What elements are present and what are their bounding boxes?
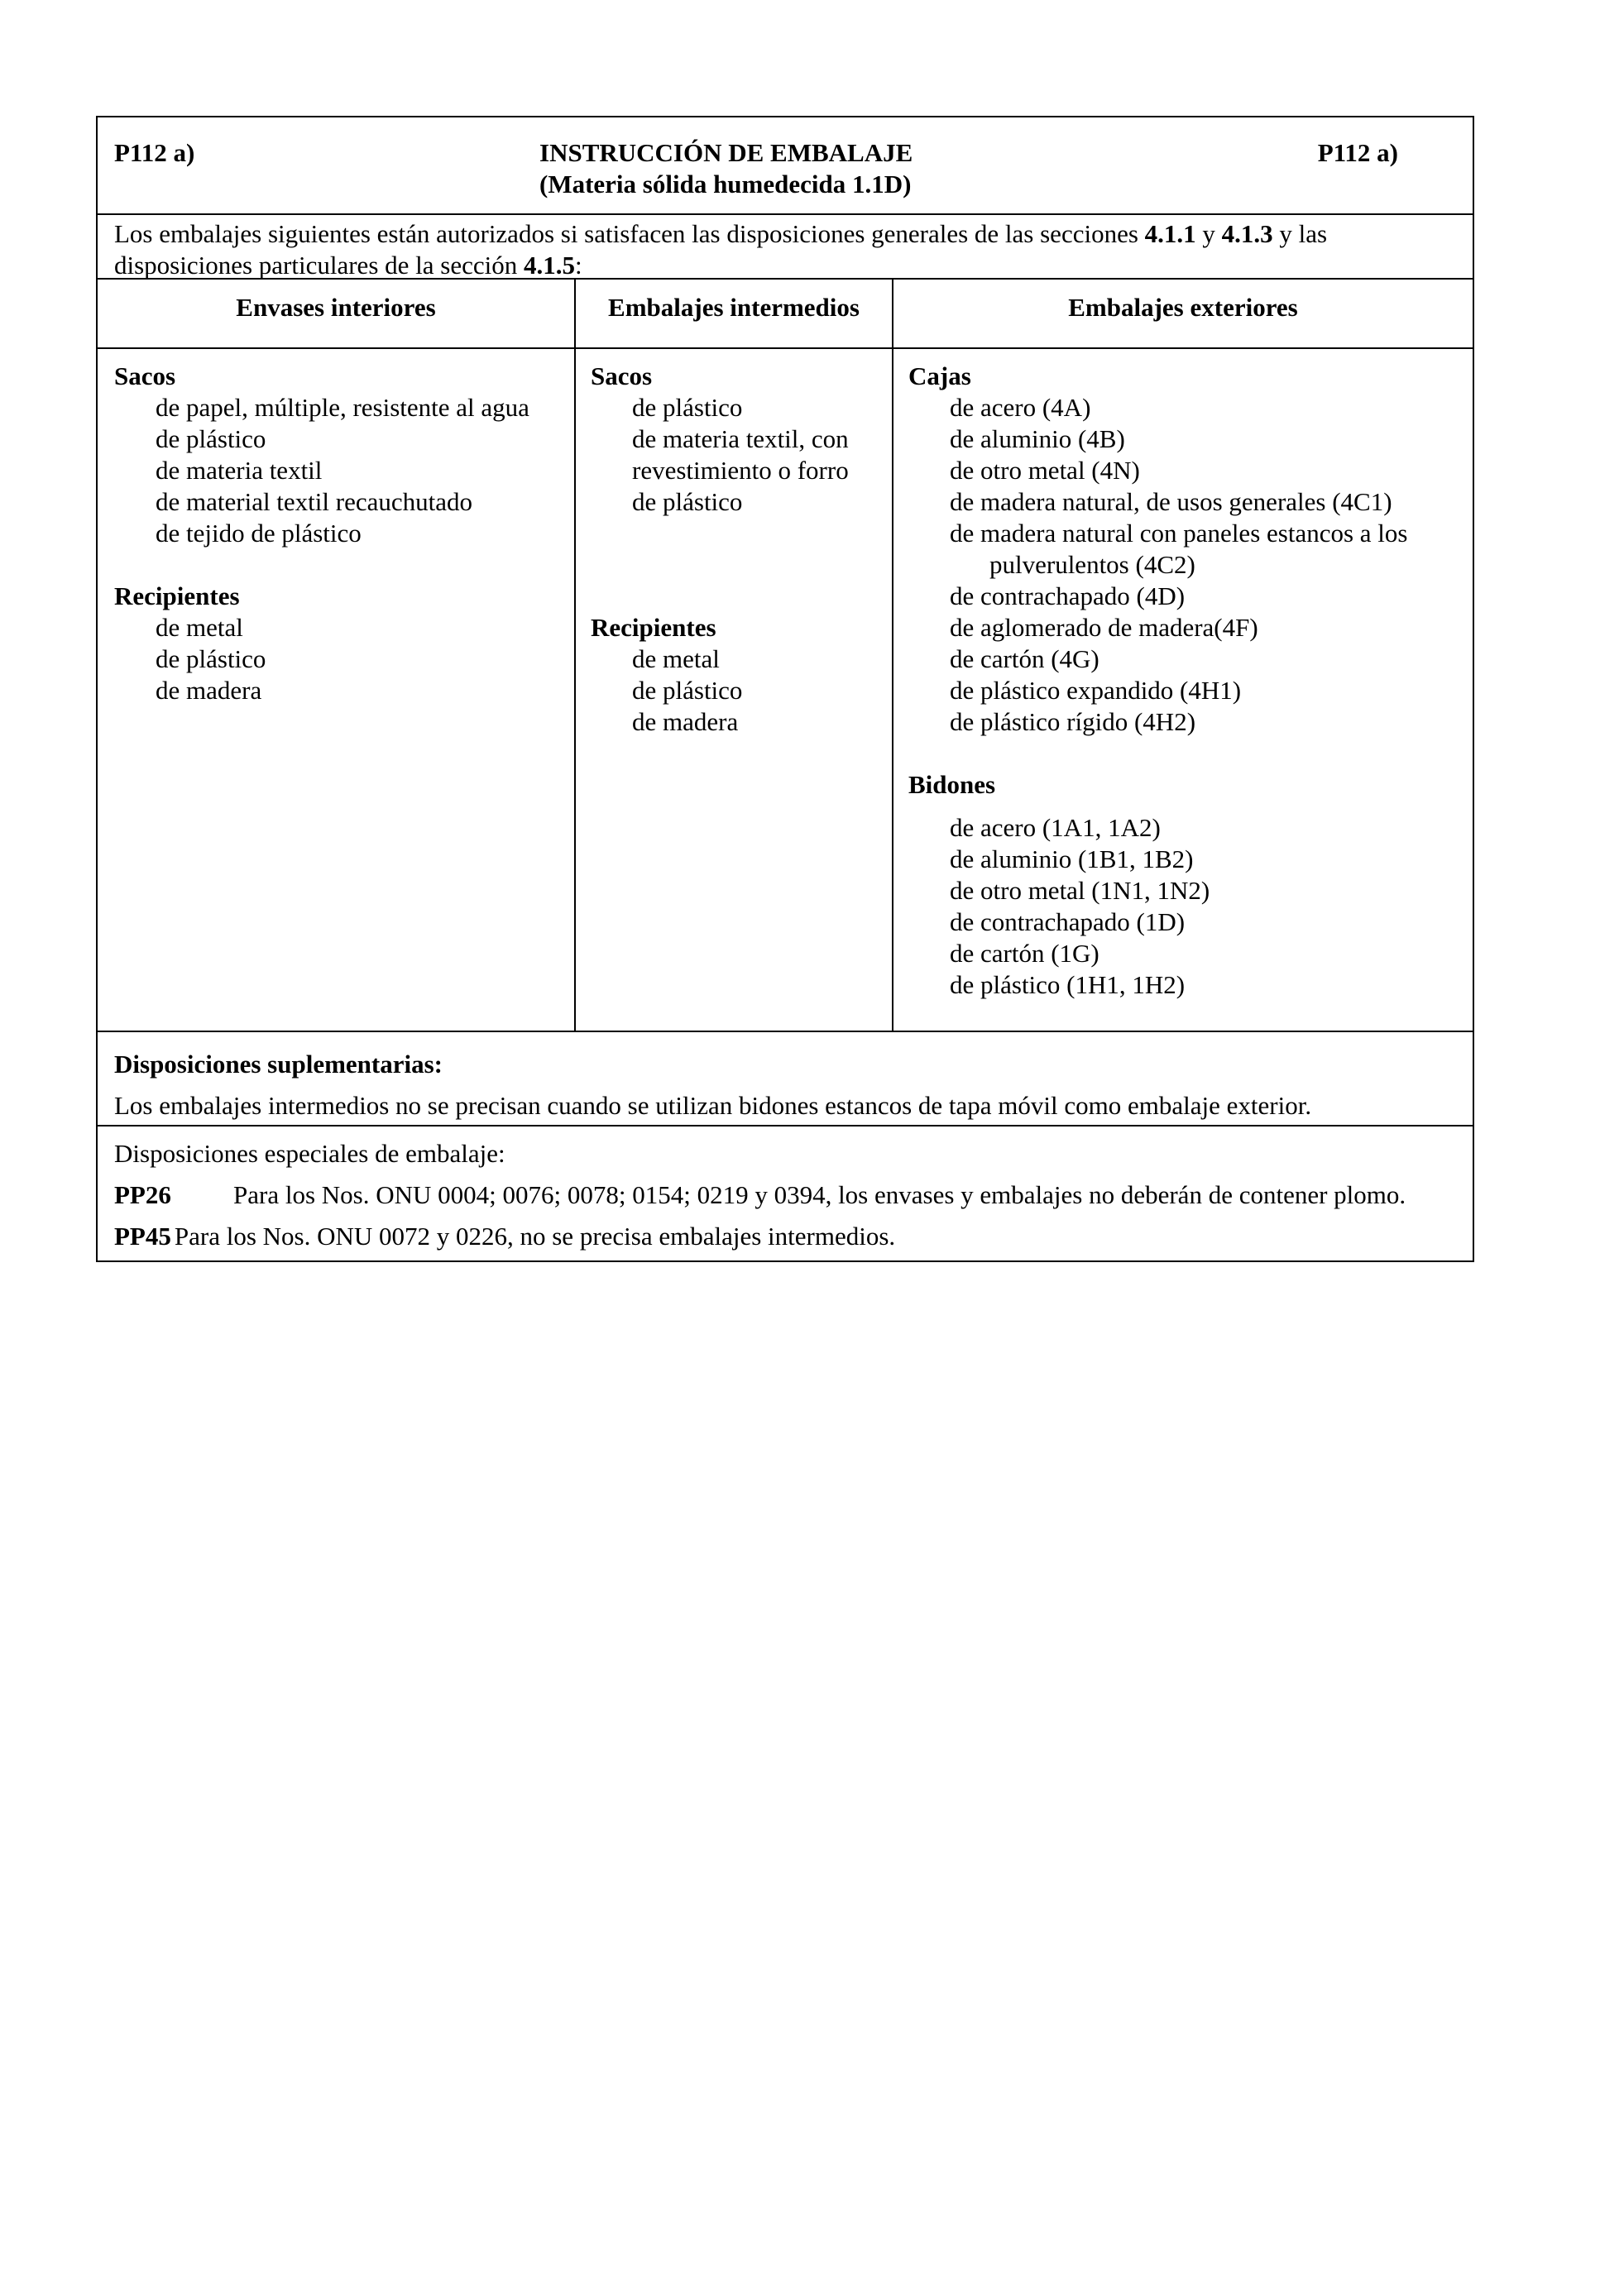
supplementary-provisions: [98, 1032, 1473, 1126]
list-item-continuation: pulverulentos (4C2): [989, 550, 1195, 579]
list-item: de otro metal (1N1, 1N2): [950, 876, 1210, 905]
intro-text: y las disposiciones particulares de la sección: [114, 219, 1328, 280]
list-item: de plástico: [632, 393, 743, 422]
provision-code: PP26: [114, 1180, 171, 1209]
special-packing-provisions: [98, 1126, 1473, 1260]
provision-pp45: [114, 1221, 1456, 1252]
special-title: Disposiciones especiales de embalaje:: [114, 1139, 505, 1168]
list-item: de metal: [632, 644, 720, 673]
list-item: de cartón (4G): [950, 644, 1099, 673]
list-item: de aglomerado de madera(4F): [950, 613, 1258, 642]
group-heading: Recipientes: [591, 613, 716, 642]
list-item: de madera natural con paneles estancos a los: [950, 519, 1408, 548]
intro-text: y: [1195, 219, 1222, 248]
list-item: de cartón (1G): [950, 939, 1099, 968]
list-item: de materia textil, con: [632, 424, 849, 453]
intermediate-packagings-column: [576, 349, 893, 1031]
packing-instruction-table: [96, 116, 1474, 1262]
list-item: de plástico (1H1, 1H2): [950, 970, 1186, 999]
inner-packagings-column: [98, 349, 576, 1031]
outer-packagings-column: [893, 349, 1473, 1031]
provision-text: Para los Nos. ONU 0004; 0076; 0078; 0154; 0219 y 0394, los envases y embalajes no deberán de contener plomo.: [233, 1180, 1406, 1209]
intro-text: Los embalajes siguientes están autorizados si satisfacen las disposiciones generales de las secciones: [114, 219, 1145, 248]
packaging-columns: [98, 349, 1473, 1032]
list-item: de contrachapado (1D): [950, 907, 1186, 936]
group-heading: Sacos: [114, 361, 176, 390]
provision-text: Para los Nos. ONU 0072 y 0226, no se precisa embalajes intermedios.: [174, 1222, 896, 1251]
group-heading: Sacos: [591, 361, 653, 390]
instruction-code-left: P112 a): [114, 138, 195, 167]
intro-paragraph: [98, 215, 1473, 280]
instruction-header: [98, 117, 1473, 215]
list-item: de acero (1A1, 1A2): [950, 813, 1161, 842]
list-item: de plástico: [156, 424, 266, 453]
list-item: de tejido de plástico: [156, 519, 362, 548]
list-item: de plástico expandido (4H1): [950, 676, 1242, 705]
list-item: de otro metal (4N): [950, 456, 1140, 485]
section-ref: 4.1.1: [1144, 219, 1196, 248]
list-item: de madera: [156, 676, 262, 705]
list-item: de plástico: [632, 676, 743, 705]
provision-pp26: [114, 1179, 1456, 1211]
supplementary-title: Disposiciones suplementarias:: [114, 1050, 443, 1079]
list-item: de acero (4A): [950, 393, 1091, 422]
list-item: de plástico rígido (4H2): [950, 707, 1196, 736]
group-heading: Recipientes: [114, 581, 240, 610]
list-item: de contrachapado (4D): [950, 581, 1186, 610]
group-heading: Bidones: [908, 770, 996, 799]
list-item: de papel, múltiple, resistente al agua: [156, 393, 529, 422]
instruction-code-right: P112 a): [1317, 138, 1398, 167]
section-ref: 4.1.3: [1221, 219, 1273, 248]
column-header-inner: Envases interiores: [98, 280, 576, 347]
list-item: de plástico: [632, 487, 743, 516]
list-item: de aluminio (4B): [950, 424, 1125, 453]
list-item: de metal: [156, 613, 243, 642]
list-item: de plástico: [156, 644, 266, 673]
column-header-intermediate: Embalajes intermedios: [576, 280, 893, 347]
instruction-subtitle: (Materia sólida humedecida 1.1D): [539, 170, 912, 199]
list-item: de material textil recauchutado: [156, 487, 473, 516]
list-item: revestimiento o forro: [632, 456, 849, 485]
section-ref: 4.1.5: [523, 251, 575, 280]
list-item: de madera: [632, 707, 739, 736]
list-item: de aluminio (1B1, 1B2): [950, 844, 1194, 873]
list-item: de materia textil: [156, 456, 323, 485]
column-header-outer: Embalajes exteriores: [1068, 293, 1298, 322]
list-item: de madera natural, de usos generales (4C1): [950, 487, 1392, 516]
instruction-title: INSTRUCCIÓN DE EMBALAJE: [539, 138, 913, 167]
intro-text: :: [574, 251, 582, 280]
group-heading: Cajas: [908, 361, 971, 390]
supplementary-text: Los embalajes intermedios no se precisan cuando se utilizan bidones estancos de tapa móvil como embalaje exterior.: [114, 1091, 1312, 1120]
column-headers: [98, 280, 1473, 349]
provision-code: PP45: [114, 1222, 171, 1251]
